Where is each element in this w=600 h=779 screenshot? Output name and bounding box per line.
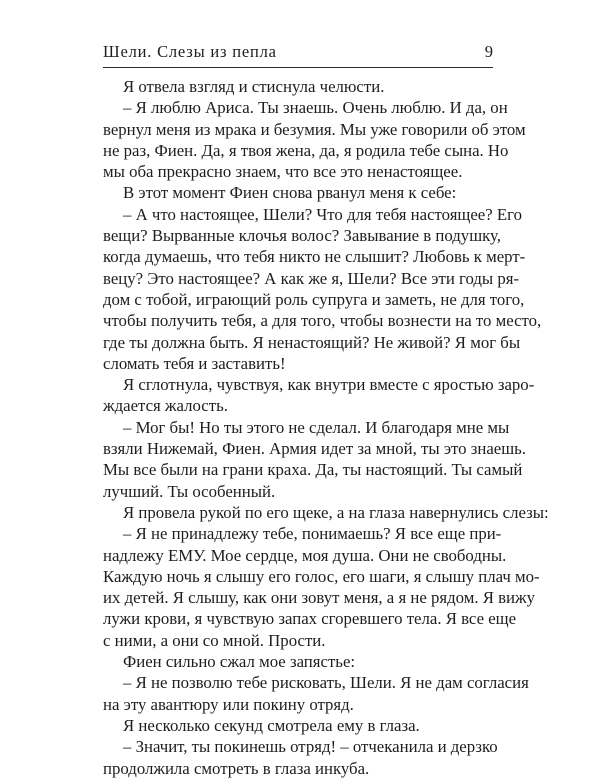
text-line: надлежу ЕМУ. Мое сердце, моя душа. Они не свободны. bbox=[103, 545, 507, 565]
text-line: ждается жалость. bbox=[103, 396, 228, 416]
text-line: Мы все были на грани краха. Да, ты настоящий. Ты самый bbox=[103, 460, 523, 480]
text-line: Я сглотнула, чувствуя, как внутри вместе с яростью заро- bbox=[123, 375, 535, 395]
text-line: где ты должна быть. Я ненастоящий? Не живой? Я мог бы bbox=[103, 332, 521, 352]
body-text bbox=[103, 76, 549, 779]
text-line: Я отвела взгляд и стиснула челюсти. bbox=[123, 77, 385, 96]
text-line: лужи крови, я чувствую запах сгоревшего тела. Я все еще bbox=[103, 609, 517, 629]
text-line: Я провела рукой по его щеке, а на глаза навернулись слезы: bbox=[123, 502, 549, 522]
text-line: не раз, Фиен. Да, я твоя жена, да, я родила тебе сына. Но bbox=[103, 140, 509, 160]
text-line: – Мог бы! Но ты этого не сделал. И благодаря мне мы bbox=[123, 417, 510, 437]
text-line: – Я люблю Ариса. Ты знаешь. Очень люблю. И да, он bbox=[123, 98, 508, 118]
running-title: Шели. Слезы из пепла bbox=[103, 42, 277, 61]
text-line: вещи? Вырванные клочья волос? Завывание в подушку, bbox=[103, 226, 501, 246]
text-line: Каждую ночь я слышу его голос, его шаги, я слышу плач мо- bbox=[103, 566, 540, 586]
text-line: вернул меня из мрака и безумия. Мы уже говорили об этом bbox=[103, 119, 526, 139]
header-divider bbox=[103, 67, 493, 68]
page-header bbox=[103, 42, 493, 72]
text-line: вецу? Это настоящее? А как же я, Шели? Все эти годы ря- bbox=[103, 268, 520, 288]
text-line: дом с тобой, играющий роль супруга и заметь, не для того, bbox=[103, 289, 525, 309]
text-line: когда думаешь, что тебя никто не слышит? Любовь к мерт- bbox=[103, 247, 526, 267]
text-line: их детей. Я слышу, как они зовут меня, а я не рядом. Я вижу bbox=[103, 588, 535, 608]
text-line: – Я не позволю тебе рисковать, Шели. Я не дам согласия bbox=[123, 673, 529, 693]
text-line: – Значит, ты покинешь отряд! – отчеканила и дерзко bbox=[123, 737, 498, 757]
text-line: на эту авантюру или покину отряд. bbox=[103, 694, 354, 714]
text-line: Я несколько секунд смотрела ему в глаза. bbox=[123, 715, 420, 735]
text-line: мы оба прекрасно знаем, что все это ненастоящее. bbox=[103, 162, 463, 182]
page-number: 9 bbox=[484, 42, 493, 61]
text-line: продолжила смотреть в глаза инкуба. bbox=[103, 758, 370, 778]
text-line: – Я не принадлежу тебе, понимаешь? Я все еще при- bbox=[123, 524, 502, 544]
text-line: взяли Нижемай, Фиен. Армия идет за мной, ты это знаешь. bbox=[103, 439, 527, 459]
text-line: В этот момент Фиен снова рванул меня к себе: bbox=[123, 183, 457, 203]
text-line: чтобы получить тебя, а для того, чтобы вознести на то место, bbox=[103, 311, 542, 331]
text-line: с ними, а они со мной. Прости. bbox=[103, 630, 326, 650]
text-line: лучший. Ты особенный. bbox=[103, 481, 276, 501]
text-line: сломать тебя и заставить! bbox=[103, 353, 286, 373]
text-line: Фиен сильно сжал мое запястье: bbox=[123, 652, 356, 672]
text-line: – А что настоящее, Шели? Что для тебя настоящее? Его bbox=[123, 204, 522, 224]
